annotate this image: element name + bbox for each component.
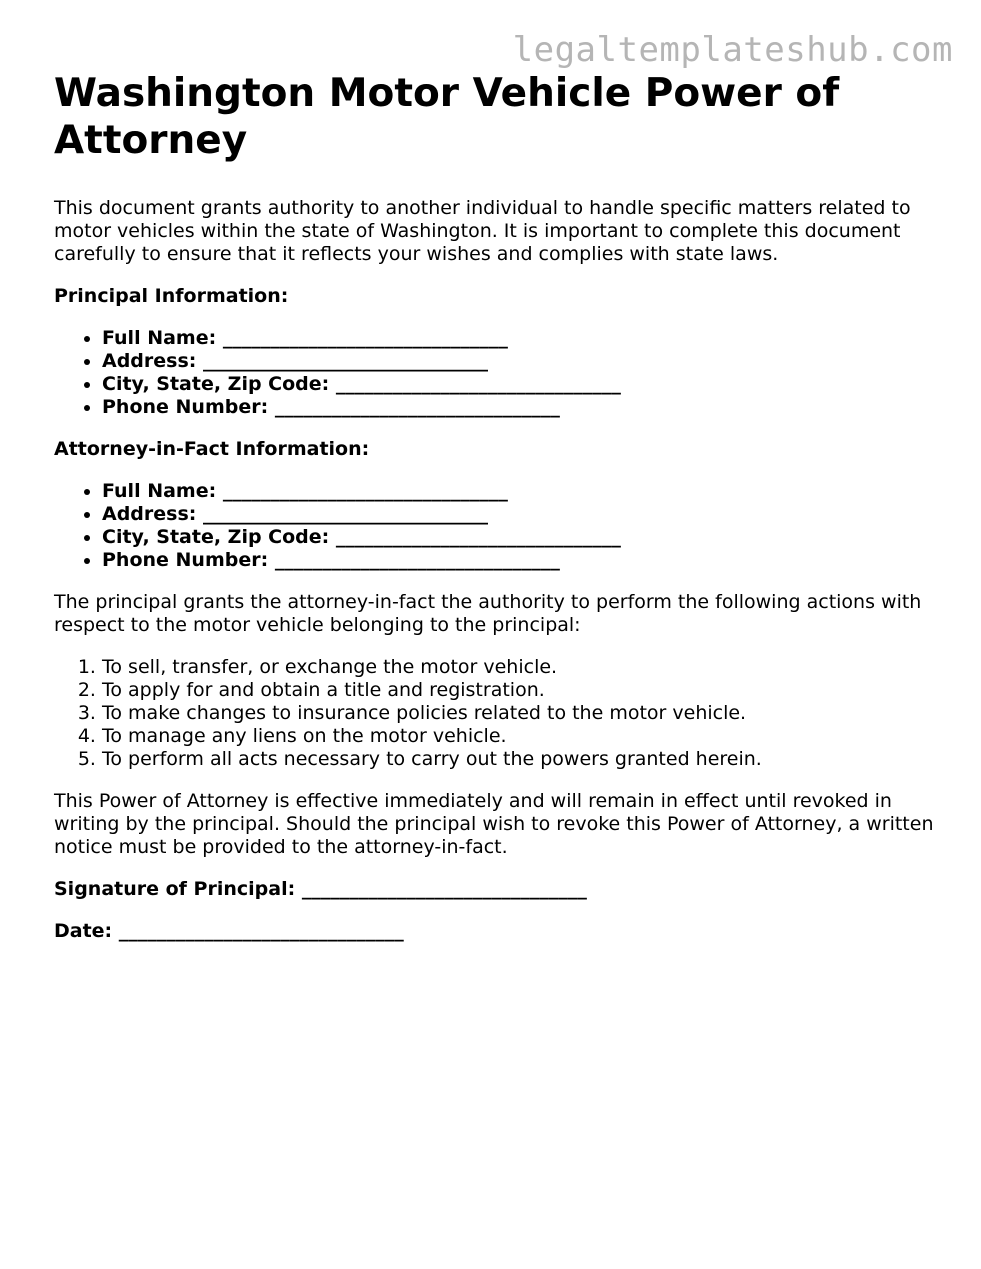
principal-city-state-zip-field: • City, State, Zip Code: ______________________________ [102,373,934,396]
attorney-heading: Attorney-in-Fact Information: [54,438,370,460]
document-title: Washington Motor Vehicle Power of Attorney [54,71,840,163]
attorney-city-state-zip-field: • City, State, Zip Code: ______________________________ [102,526,934,549]
power-item: 2. To apply for and obtain a title and registration. [102,679,934,702]
power-item: 5. To perform all acts necessary to carry out the powers granted herein. [102,748,934,771]
power-item: 3. To make changes to insurance policies related to the motor vehicle. [102,702,934,725]
attorney-fields [54,480,934,572]
intro-paragraph: This document grants authority to another individual to handle specific matters related to motor vehicles within the state of Washington. It is important to complete this document carefully to ensure that it reflects your wishes and complies with state laws. [54,197,911,265]
principal-fields [54,327,934,419]
principal-address-field: • Address: ______________________________ [102,350,934,373]
date-line: Date: ______________________________ [54,920,404,942]
principal-heading: Principal Information: [54,285,289,307]
power-item: 1. To sell, transfer, or exchange the motor vehicle. [102,656,934,679]
signature-line: Signature of Principal: ______________________________ [54,878,587,900]
effect-paragraph: This Power of Attorney is effective immediately and will remain in effect until revoked in writing by the principal. Should the principal wish to revoke this Power of Attorney, a written notice must be provided to the attorney-in-fact. [54,790,934,858]
power-item: 4. To manage any liens on the motor vehicle. [102,725,934,748]
attorney-phone-field: • Phone Number: ______________________________ [102,549,934,572]
powers-intro-paragraph: The principal grants the attorney-in-fact the authority to perform the following actions with respect to the motor vehicle belonging to the principal: [54,591,922,636]
attorney-full-name-field: • Full Name: ______________________________ [102,480,934,503]
powers-list [54,656,934,771]
attorney-address-field: • Address: ______________________________ [102,503,934,526]
watermark: legaltemplateshub.com [512,30,953,70]
document [54,70,934,943]
principal-full-name-field: • Full Name: ______________________________ [102,327,934,350]
principal-phone-field: • Phone Number: ______________________________ [102,396,934,419]
